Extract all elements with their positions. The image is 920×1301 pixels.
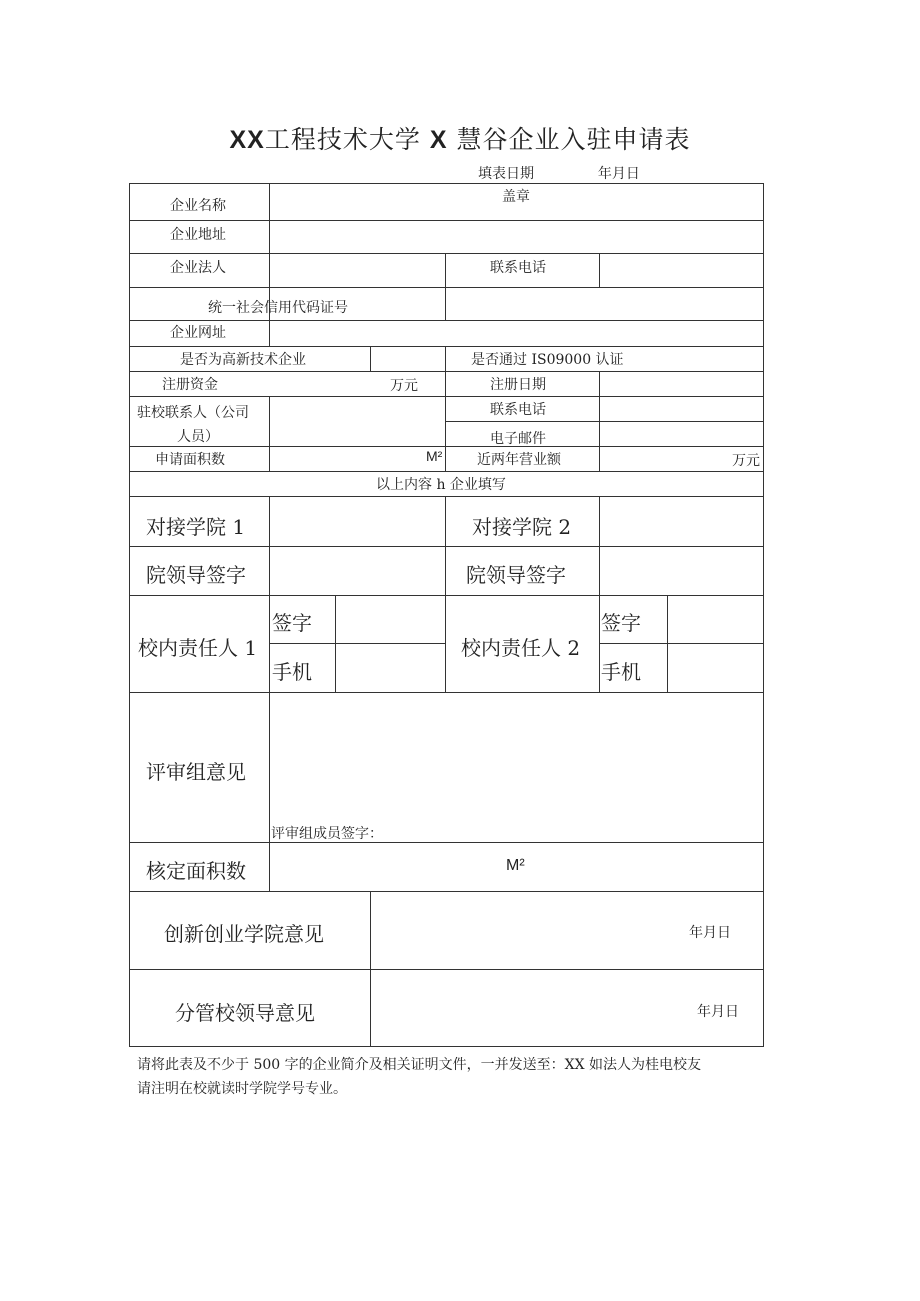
review-sign-label: 评审组成员签字： (271, 826, 383, 842)
resp2-label: 校内责任人 2 (461, 636, 581, 660)
footer-note-1: 请将此表及不少于 500 字的企业简介及相关证明文件，一并发送至：XX 如法人为桂电校友 (137, 1057, 702, 1073)
fill-date-label: 填表日期 (478, 166, 534, 182)
high-tech-label: 是否为高新技术企业 (180, 352, 306, 368)
capital-label: 注册资金 (162, 377, 218, 393)
fill-date (478, 163, 640, 183)
college1-label: 对接学院 1 (146, 515, 246, 539)
area-unit: M² (426, 448, 443, 464)
leader-sign2-label: 院领导签字 (466, 563, 566, 587)
approved-area-unit: M² (506, 857, 525, 874)
revenue-unit: 万元 (732, 453, 760, 469)
leader-opinion-date: 年月日 (697, 1004, 739, 1020)
seal-label: 盖章 (502, 189, 530, 205)
leader-sign1-label: 院领导签字 (146, 563, 246, 587)
innovation-date: 年月日 (689, 925, 731, 941)
credit-code-label: 统一社会信用代码证号 (208, 300, 348, 316)
innovation-opinion-label: 创新创业学院意见 (164, 922, 324, 946)
iso-label: 是否通过 IS09000 认证 (471, 352, 624, 368)
resp1-label: 校内责任人 1 (138, 636, 258, 660)
revenue-label: 近两年营业额 (477, 452, 561, 468)
sign1-label: 签字 (272, 611, 312, 635)
page-title (0, 120, 920, 156)
footer-note-2: 请注明在校就读时学院学号专业。 (137, 1081, 347, 1097)
contact-phone2-label: 联系电话 (490, 402, 546, 418)
company-address-label: 企业地址 (170, 227, 226, 243)
approved-area-label: 核定面积数 (146, 859, 246, 883)
resident-contact-label-2: 人员） (177, 429, 219, 445)
legal-person-label: 企业法人 (170, 260, 226, 276)
capital-unit: 万元 (390, 378, 418, 394)
sign2-label: 签字 (601, 611, 641, 635)
website-label: 企业网址 (170, 325, 226, 341)
fill-date-value: 年月日 (597, 166, 640, 182)
title-part1: 工程技术大学 (264, 125, 421, 154)
email-label: 电子邮件 (490, 431, 546, 447)
resident-contact-label-1: 驻校联系人（公司 (137, 405, 249, 421)
reg-date-label: 注册日期 (490, 377, 546, 393)
leader-opinion-label: 分管校领导意见 (175, 1001, 315, 1025)
title-part2: 慧谷企业入驻申请表 (456, 125, 691, 154)
company-name-label: 企业名称 (170, 198, 226, 214)
review-opinion-label: 评审组意见 (146, 760, 246, 784)
title-mid: X (429, 126, 448, 154)
area-label: 申请面积数 (155, 452, 225, 468)
contact-phone-label: 联系电话 (490, 260, 546, 276)
filled-by-note: 以上内容 h 企业填写 (376, 477, 506, 493)
title-prefix: XX (229, 126, 265, 154)
college2-label: 对接学院 2 (472, 515, 572, 539)
phone1-label: 手机 (272, 660, 312, 684)
phone2-label: 手机 (601, 660, 641, 684)
